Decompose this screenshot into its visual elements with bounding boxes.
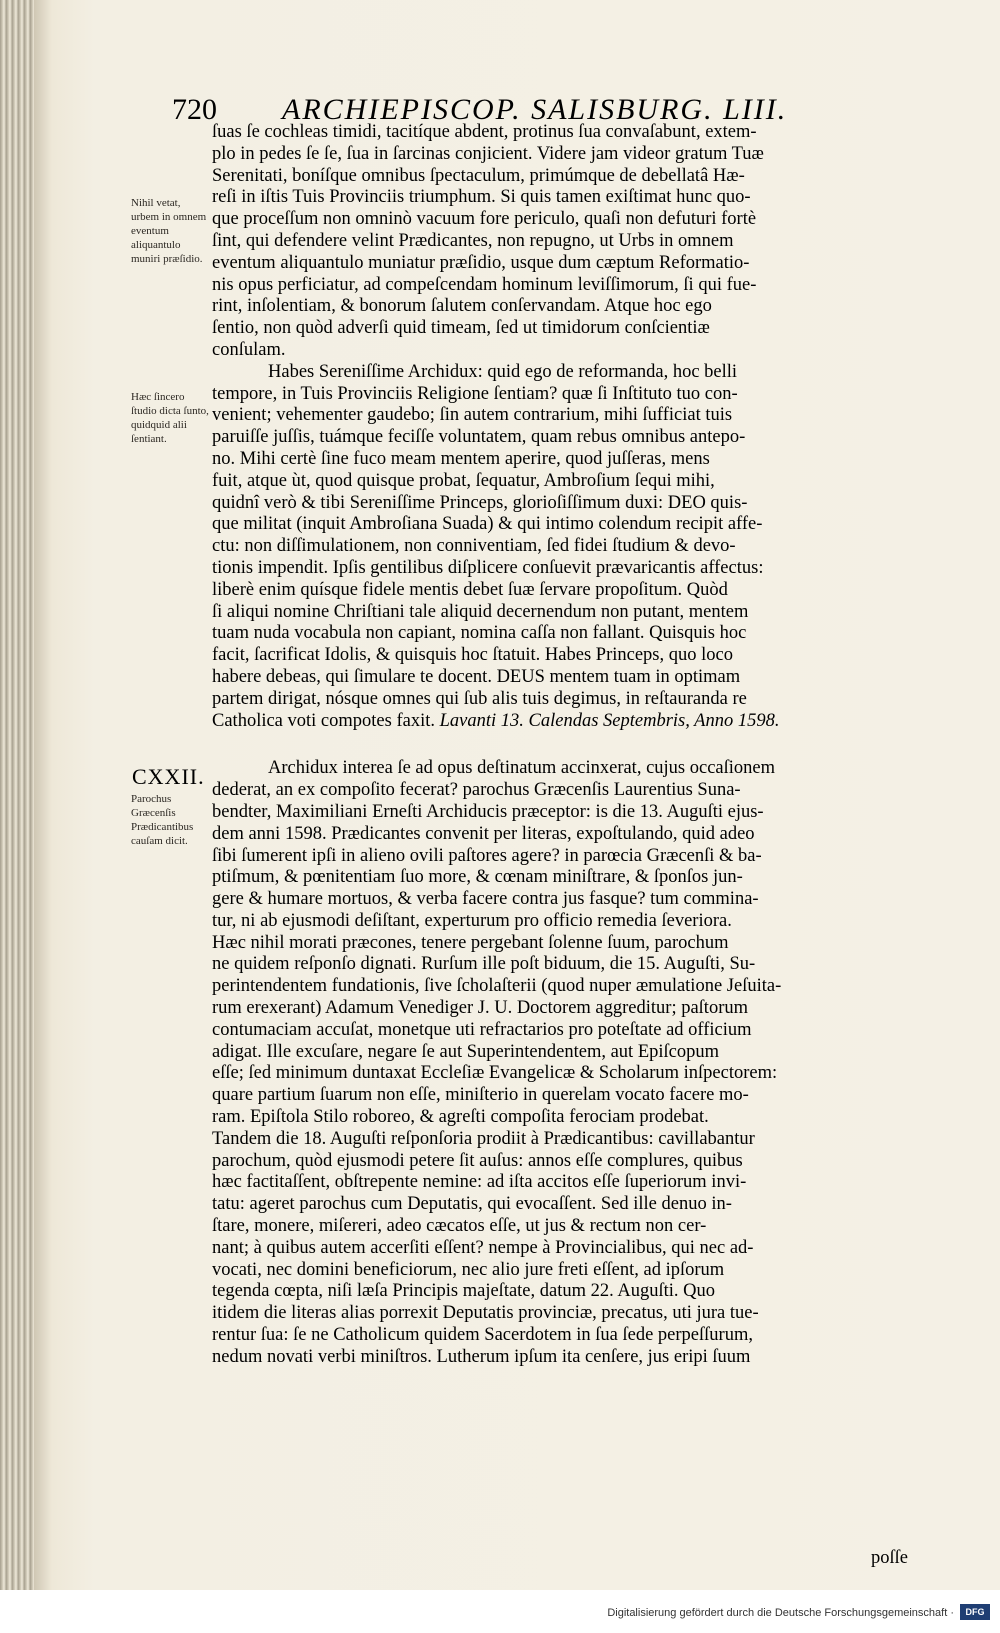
text-line: ptiſmum, & pœnitentiam ſuo more, & cœnam miniſtrare, & ſponſos jun- [212,867,743,888]
running-title: ARCHIEPISCOP. SALISBURG. LIII. [282,93,788,126]
text-line: hæc factitaſſent, obſtrepente nemine: ad iſta accitos eſſe ſuperiorum invi- [212,1172,747,1193]
text-line: liberè enim quísque fidele mentis debet ſuæ ſervare propoſitum. Quòd [212,579,728,600]
text-line: ſentio, non quòd adverſi quid timeam, ſed ut timidorum conſcientiæ [212,318,710,339]
text-line-with-dateline [212,711,912,733]
text-line: ſuas ſe cochleas timidi, tacitíque abdent, protinus ſua convaſabunt, extem- [212,122,757,142]
text-line: ram. Epiſtola Stilo roboreo, & agreſti compoſita ferociam prodebat. [212,1107,709,1128]
text-line: parochum, quòd ejusmodi petere ſit auſus: annos eſſe complures, quibus [212,1150,743,1171]
text-line: gere & humare mortuos, & verba facere contra jus fasque? tum commina- [212,889,759,910]
text-line: fuit, atque ùt, quod quisque probat, ſequatur, Ambroſium ſequi mihi, [212,470,715,491]
text-line: contumaciam accuſat, monetque uti refractarios pro poteſtate ad officium [212,1019,752,1040]
text-line: que proceſſum non omninò vacuum fore periculo, quaſi non defuturi fortè [212,209,757,230]
page-number: 720 [172,93,217,126]
text-line: ſint, qui defendere velint Prædicantes, non repugno, ut Urbs in omnem [212,230,734,251]
text-line: que militat (inquit Ambroſiana Suada) & qui intimo colendum recipit affe- [212,514,763,535]
text-line: Habes Sereniſſime Archidux: quid ego de reformanda, hoc belli [268,361,738,382]
text-line: Hæc nihil morati præcones, tenere pergebant ſolenne ſuum, parochum [212,932,729,953]
dfg-logo: DFG [960,1604,990,1620]
text-line: eventum aliquantulo muniatur præſidio, usque dum cæptum Reformatio- [212,252,750,273]
text-line: tegenda cœpta, niſi læſa Principis majeſtate, datum 22. Auguſti. Quo [212,1281,716,1302]
text-line: no. Mihi certè ſine fuco meam mentem aperire, quod juſſeras, mens [212,448,710,469]
book-edge [0,0,34,1590]
text-line: Tandem die 18. Auguſti reſponſoria prodiit à Prædicantibus: cavillabantur [212,1128,755,1149]
margin-note-3: Parochus Græcenſis Prædicantibus cauſam dicit. [131,793,194,847]
text-line: quidnî verò & tibi Sereniſſime Princeps, glorioſiſſimum duxi: DEO quis- [212,492,748,513]
text-line: paruiſſe juſſis, tuámque feciſſe voluntatem, quam rebus omnibus antepo- [212,427,746,448]
text-line: rum erexerant) Adamum Venediger J. U. Doctorem aggreditur; paſtorum [212,998,748,1019]
text-line: quare partium ſuarum non eſſe, miniſterio in querelam vocato facere mo- [212,1085,749,1106]
text-line: ſibi ſumerent ipſi in alieno ovili paſtores agere? in parœcia Græcenſi & ba- [212,845,762,866]
body-text [212,122,912,1582]
text-line: rentur ſua: ſe ne Catholicum quidem Sacerdotem in ſua ſede perpeſſurum, [212,1325,753,1346]
text-line: bendter, Maximiliani Erneſti Archiducis præceptor: is die 13. Auguſti ejus- [212,801,764,822]
text-line: tionis impendit. Ipſis gentilibus diſplicere conſuevit prævaricantis affectus: [212,557,764,578]
section-gap [212,732,912,758]
text-line: tatu: ageret parochus cum Deputatis, qui evocaſſent. Sed ille denuo in- [212,1194,732,1215]
margin-note-2: Hæc ſincero ſtudio dicta ſunto, quidquid alii ſentiant. [131,391,209,445]
digitization-footer [0,1590,1000,1633]
text-line: tempore, in Tuis Provinciis Religione ſentiam? quæ ſi Inſtituto tuo con- [212,383,738,404]
text-line: ctu: non diſſimulationem, non conniventiam, ſed fidei ſtudium & devo- [212,536,736,557]
margin-note-1: Nihil vetat, urbem in omnem eventum aliquantulo muniri præſidio. [131,197,207,265]
section-number: CXXII. [132,764,205,789]
text-line: partem dirigat, nósque omnes qui ſub alis tuis degimus, in reſtauranda re [212,688,747,709]
text-line: reſi in iſtis Tuis Provinciis triumphum. Si quis tamen exiſtimat hunc quo- [212,187,751,208]
text-line: itidem die literas alias porrexit Deputatis provinciæ, precatus, uti jura tue- [212,1303,759,1324]
text-line: ne quidem reſponſo dignati. Rurſum ille poſt biduum, die 15. Auguſti, Su- [212,954,756,975]
text-line: Archidux interea ſe ad opus deſtinatum accinxerat, cujus occaſionem [268,758,776,779]
text-line [212,1390,912,1412]
text-line: eſſe; ſed minimum duntaxat Eccleſiæ Evangelicæ & Scholarum inſpectorem: [212,1063,778,1084]
text-line: dem anni 1598. Prædicantes convenit per literas, expoſtulando, quid adeo [212,823,755,844]
text-line: Catholica voti compotes faxit. [212,710,435,731]
text-line: nis opus perficiatur, ad compeſcendam hominum leviſſimorum, ſi qui fue- [212,274,757,295]
text-line: nedum novati verbi miniſtros. Lutherum ipſum ita cenſere, jus eripi ſuum [212,1346,751,1367]
text-line: perintendentem fundationis, ſive ſcholaſterii (quod nuper æmulatione Jeſuita- [212,976,782,997]
text-line: dederat, an ex compoſito fecerat? parochus Græcenſis Laurentius Suna- [212,780,741,801]
text-line: facit, ſacrificat Idolis, & quisquis hoc ſtatuit. Habes Princeps, quo loco [212,645,733,666]
text-line: Serenitati, boníſque omnibus ſpectaculum, primúmque de debellatâ Hæ- [212,165,745,186]
text-line: tur, ni ab ejusmodi deſiſtant, experturum pro officio remedia ſeveriora. [212,910,732,931]
text-line: ſi aliqui nomine Chriſtiani tale aliquid decernendum non putant, mentem [212,601,749,622]
text-line: rint, inſolentiam, & bonorum ſalutem conſervandam. Atque hoc ego [212,296,712,317]
text-line: vocati, nec domini beneficiorum, nec alio jure freti eſſent, ad ipſorum [212,1259,725,1280]
dateline: Lavanti 13. Calendas Septembris, Anno 1598. [439,710,780,731]
text-line: tuam nuda vocabula non capiant, nomina caſſa non fallant. Quisquis hoc [212,623,747,644]
text-line: ſtare, monere, miſereri, adeo cæcatos eſſe, ut jus & rectum non cer- [212,1216,707,1237]
catchword: poſſe [871,1548,908,1568]
text-line [212,1369,912,1391]
text-line: habere debeas, qui ſimulare te docent. DEUS mentem tuam in optimam [212,666,741,687]
text-line: nant; à quibus autem accerſiti eſſent? nempe à Provincialibus, qui nec ad- [212,1237,754,1258]
footer-credit: Digitalisierung gefördert durch die Deutsche Forschungsgemeinschaft · [607,1607,954,1619]
text-line: conſulam. [212,339,286,360]
text-line: venient; vehementer gaudebo; ſin autem contrarium, mihi ſufficiat tuis [212,405,733,426]
text-line: adigat. Ille excuſare, negare ſe aut Superintendentem, aut Epiſcopum [212,1041,720,1062]
text-line: plo in pedes ſe ſe, ſua in ſarcinas conjicient. Videre jam videor gratum Tuæ [212,143,764,164]
